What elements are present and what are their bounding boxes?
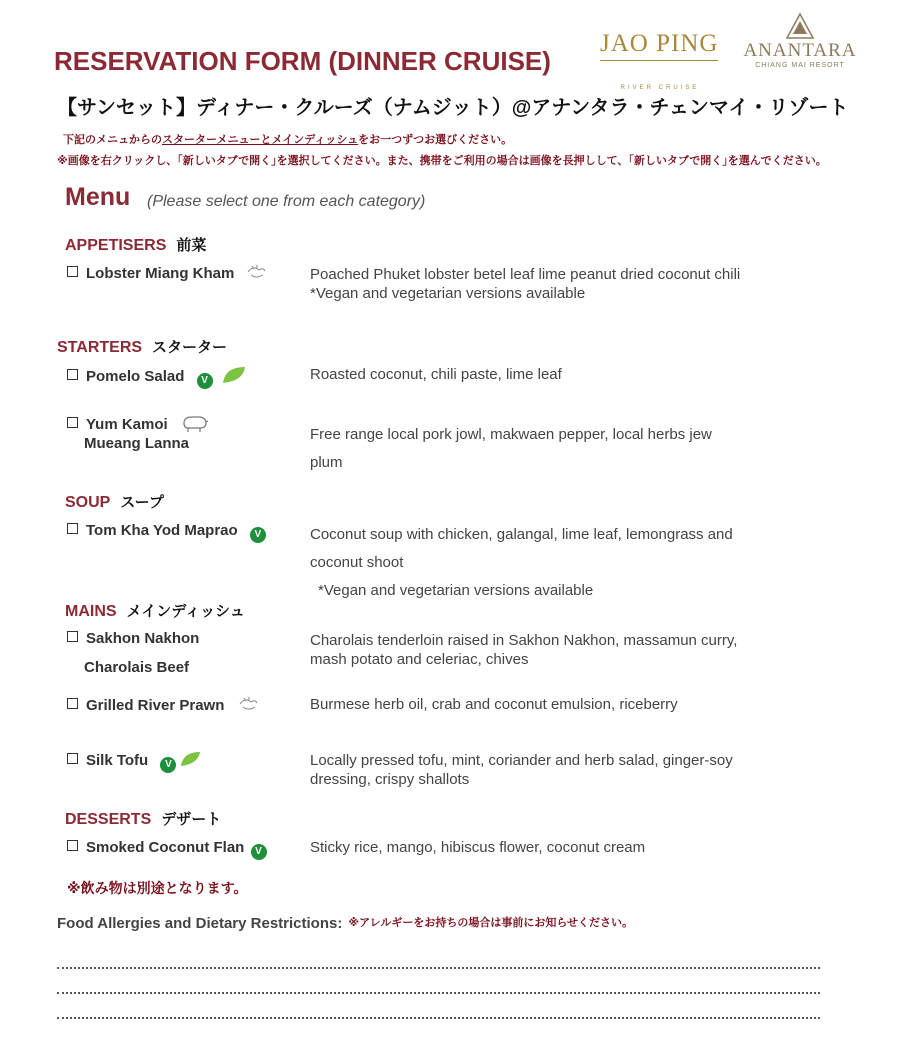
- write-in-line[interactable]: [57, 1014, 820, 1019]
- checkbox[interactable]: [67, 266, 78, 277]
- menu-item-grilled-river-prawn[interactable]: Grilled River Prawn: [67, 695, 259, 715]
- menu-item-yum-kamoi[interactable]: Yum Kamoi Mueang Lanna: [67, 413, 208, 453]
- checkbox[interactable]: [67, 698, 78, 709]
- menu-item-silk-tofu[interactable]: Silk Tofu V: [67, 750, 201, 773]
- allergy-label: Food Allergies and Dietary Restrictions: ※アレルギーをお持ちの場合は事前にお知らせください。: [57, 915, 633, 932]
- item-description: Burmese herb oil, crab and coconut emulsion, riceberry: [310, 696, 678, 713]
- anantara-logo: ANANTARA CHIANG MAI RESORT: [740, 12, 860, 82]
- menu-item-sakhon-nakhon-charolais-beef[interactable]: Sakhon Nakhon Charolais Beef: [67, 629, 199, 682]
- category-starters: STARTERS スターター: [57, 339, 228, 356]
- checkbox[interactable]: [67, 631, 78, 642]
- write-in-line[interactable]: [57, 964, 820, 969]
- category-desserts: DESSERTS デザート: [65, 811, 222, 828]
- item-description: Poached Phuket lobster betel leaf lime peanut dried coconut chili *Vegan and vegetarian versions available: [310, 266, 741, 302]
- page-title: RESERVATION FORM (DINNER CRUISE): [54, 46, 551, 76]
- instruction-note-2: ※画像を右クリックし、｢新しいタブで開く｣を選択してください。また、携帯をご利用の場合は画像を長押しして、｢新しいタブで開く｣を選んでください。: [57, 155, 827, 167]
- item-description: Coconut soup with chicken, galangal, lime leaf, lemongrass and coconut shoot *Vegan and vegetarian versions available: [310, 526, 733, 599]
- checkbox[interactable]: [67, 369, 78, 380]
- drinks-note: ※飲み物は別途となります。: [67, 880, 248, 896]
- checkbox[interactable]: [67, 417, 78, 428]
- category-appetisers: APPETISERS 前菜: [65, 237, 207, 254]
- anantara-emblem-icon: [785, 12, 815, 40]
- vegan-icon: V: [197, 373, 213, 389]
- checkbox[interactable]: [67, 523, 78, 534]
- menu-subtitle: (Please select one from each category): [147, 193, 426, 210]
- menu-item-pomelo-salad[interactable]: Pomelo Salad V: [67, 365, 247, 389]
- vegan-icon: V: [160, 757, 176, 773]
- menu-item-lobster-miang-kham[interactable]: Lobster Miang Kham: [67, 263, 267, 283]
- item-description: Roasted coconut, chili paste, lime leaf: [310, 366, 562, 383]
- jao-ping-logo: JAO PING RIVER CRUISE: [600, 30, 719, 91]
- write-in-line[interactable]: [57, 989, 820, 994]
- menu-title: Menu: [65, 183, 131, 211]
- checkbox[interactable]: [67, 753, 78, 764]
- instruction-note-1: 下記のメニュからのスターターメニューとメインディッシュをお一つずつお選びください。: [63, 134, 513, 146]
- item-description: Sticky rice, mango, hibiscus flower, coconut cream: [310, 839, 646, 856]
- prawn-icon: [237, 695, 259, 713]
- menu-item-smoked-coconut-flan[interactable]: Smoked Coconut Flan V: [67, 838, 267, 860]
- category-mains: MAINS メインディッシュ: [65, 603, 245, 620]
- vegan-icon: V: [250, 527, 266, 543]
- leaf-icon: [221, 365, 247, 385]
- checkbox[interactable]: [67, 840, 78, 851]
- leaf-icon: [179, 750, 201, 768]
- vegan-icon: V: [251, 844, 267, 860]
- page-subtitle-jp: 【サンセット】ディナー・クルーズ（ナムジット）@アナンタラ・チェンマイ・リゾート: [57, 97, 849, 119]
- menu-item-tom-kha-yod-maprao[interactable]: Tom Kha Yod Maprao V: [67, 521, 266, 543]
- category-soup: SOUP スープ: [65, 494, 164, 511]
- item-description: Charolais tenderloin raised in Sakhon Nakhon, massamun curry, mash potato and celeriac, chives: [310, 632, 738, 668]
- item-description: Locally pressed tofu, mint, coriander and herb salad, ginger-soy dressing, crispy shallots: [310, 752, 733, 788]
- item-description: Free range local pork jowl, makwaen pepper, local herbs jew plum: [310, 426, 712, 471]
- pig-icon: [180, 413, 208, 433]
- lobster-icon: [245, 263, 267, 281]
